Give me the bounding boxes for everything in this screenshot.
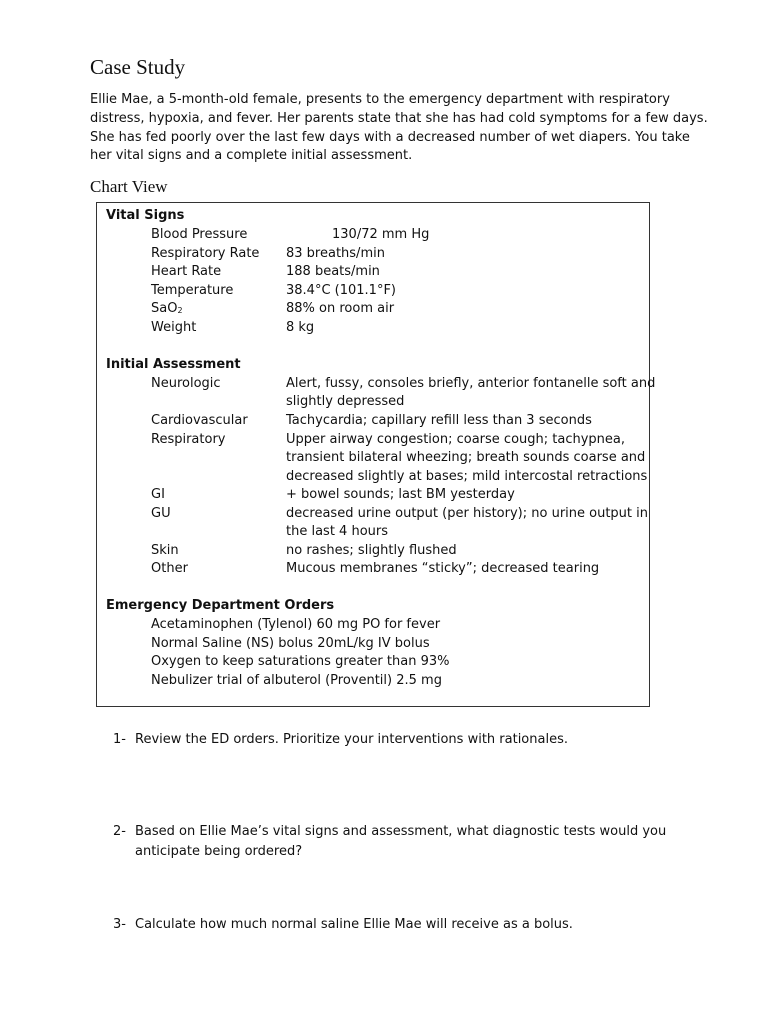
question-2 <box>113 822 666 861</box>
vital-value-respiratory-rate: 83 breaths/min <box>286 246 385 261</box>
ed-order-item: Oxygen to keep saturations greater than 93% <box>151 654 450 669</box>
assessment-label-other: Other <box>151 561 188 576</box>
question-number: 2- <box>113 824 126 839</box>
vital-label-blood-pressure: Blood Pressure <box>151 227 248 242</box>
question-text: anticipate being ordered? <box>135 843 303 859</box>
question-1 <box>113 730 568 750</box>
assessment-value-line: Upper airway congestion; coarse cough; tachypnea, <box>286 432 626 447</box>
assessment-value-line: decreased slightly at bases; mild intercostal retractions <box>286 469 648 484</box>
vital-label-sao2-text: SaO <box>151 301 178 316</box>
assessment-value-line: Mucous membranes “sticky”; decreased tearing <box>286 561 600 576</box>
question-text: Calculate how much normal saline Ellie Mae will receive as a bolus. <box>135 917 573 932</box>
assessment-value-line: decreased urine output (per history); no urine output in <box>286 506 649 521</box>
question-text: Based on Ellie Mae’s vital signs and assessment, what diagnostic tests would you <box>135 824 667 839</box>
vital-label-heart-rate: Heart Rate <box>151 264 222 279</box>
question-number: 3- <box>113 917 126 932</box>
ed-order-item: Nebulizer trial of albuterol (Proventil) 2.5 mg <box>151 673 442 688</box>
intro-line: Ellie Mae, a 5-month-old female, presents to the emergency department with respiratory <box>90 92 670 107</box>
vital-label-temperature: Temperature <box>151 283 234 298</box>
assessment-label-gi: GI <box>151 487 165 502</box>
assessment-value-line: Alert, fussy, consoles briefly, anterior fontanelle soft and <box>286 376 656 391</box>
chart-view-title: Chart View <box>90 177 168 196</box>
ed-order-item: Acetaminophen (Tylenol) 60 mg PO for fever <box>151 617 441 632</box>
vital-signs-heading: Vital Signs <box>106 208 185 223</box>
intro-line: She has fed poorly over the last few days with a decreased number of wet diapers. You take <box>90 129 690 145</box>
assessment-label-respiratory: Respiratory <box>151 432 226 447</box>
ed-order-item: Normal Saline (NS) bolus 20mL/kg IV bolus <box>151 636 430 651</box>
question-3 <box>113 915 573 935</box>
chart-view-box <box>96 202 656 707</box>
ed-orders-heading: Emergency Department Orders <box>106 598 335 613</box>
question-text: Review the ED orders. Prioritize your interventions with rationales. <box>135 732 568 747</box>
vital-value-weight: 8 kg <box>286 320 315 335</box>
page-title: Case Study <box>90 55 186 79</box>
intro-line: her vital signs and a complete initial assessment. <box>90 148 413 164</box>
vital-label-respiratory-rate: Respiratory Rate <box>151 246 260 261</box>
intro-line: distress, hypoxia, and fever. Her parents state that she has had cold symptoms for a few days. <box>90 110 708 126</box>
assessment-value-line: + bowel sounds; last BM yesterday <box>286 487 515 502</box>
assessment-value-line: the last 4 hours <box>286 524 389 539</box>
vital-label-sao2 <box>151 300 183 319</box>
assessment-label-skin: Skin <box>151 543 179 558</box>
vital-value-blood-pressure: 130/72 mm Hg <box>332 227 430 242</box>
assessment-value-line: no rashes; slightly flushed <box>286 543 457 558</box>
assessment-label-neurologic: Neurologic <box>151 376 221 391</box>
vital-value-heart-rate: 188 beats/min <box>286 264 380 279</box>
question-number: 1- <box>113 732 126 747</box>
vital-value-sao2: 88% on room air <box>286 301 395 316</box>
vital-label-weight: Weight <box>151 320 197 335</box>
initial-assessment-heading: Initial Assessment <box>106 357 241 372</box>
vital-label-sao2-sub: 2 <box>177 306 183 315</box>
assessment-label-cardiovascular: Cardiovascular <box>151 413 248 428</box>
assessment-value-line: Tachycardia; capillary refill less than 3 seconds <box>286 413 592 428</box>
assessment-label-gu: GU <box>151 506 171 521</box>
assessment-value-line: transient bilateral wheezing; breath sounds coarse and <box>286 450 646 465</box>
vital-value-temperature: 38.4°C (101.1°F) <box>286 283 396 298</box>
intro-paragraph <box>90 91 708 166</box>
assessment-value-line: slightly depressed <box>286 394 405 409</box>
